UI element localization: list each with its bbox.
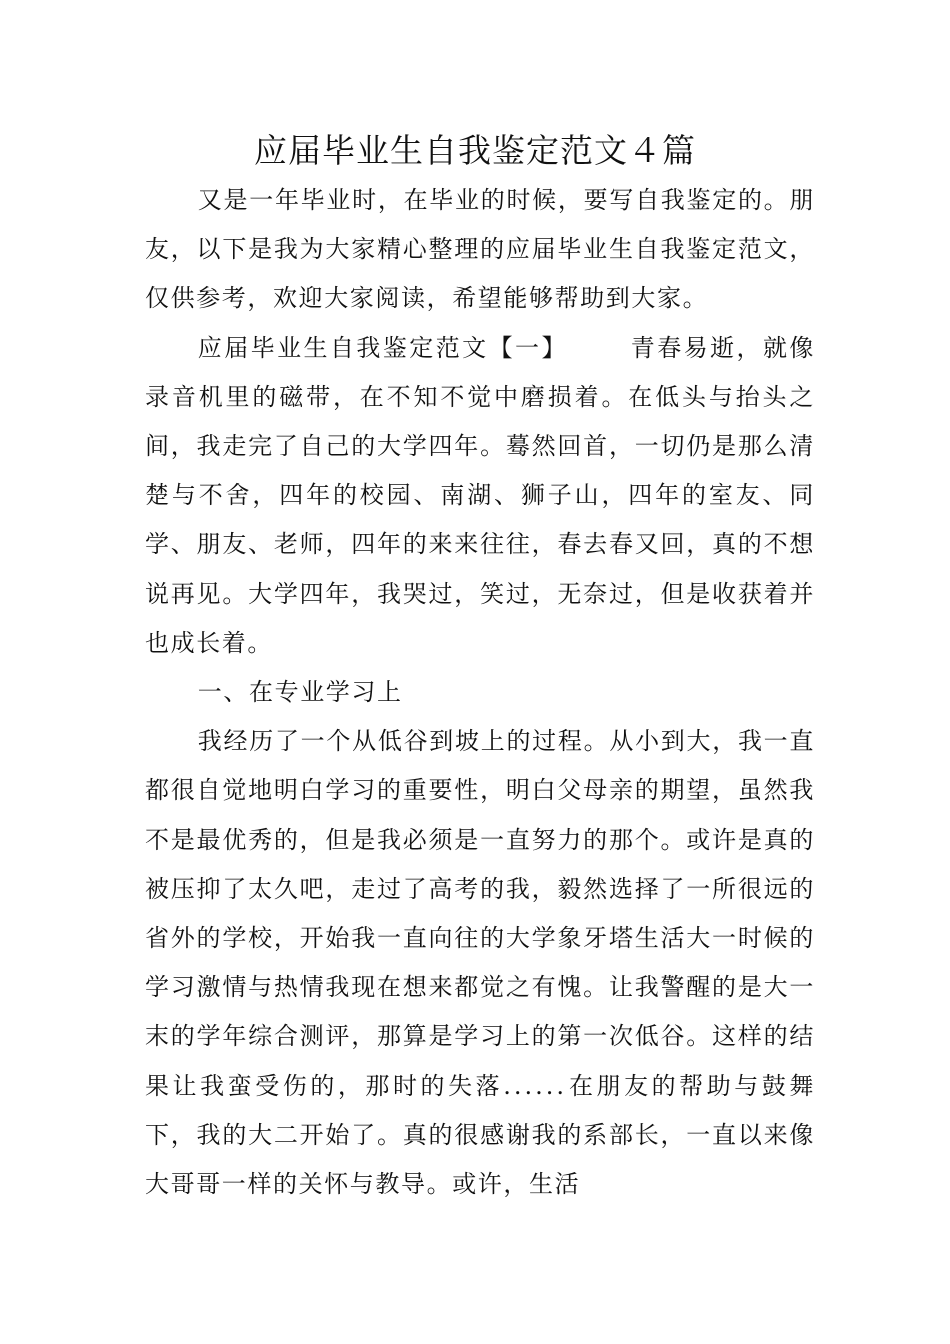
intro-paragraph: 又是一年毕业时，在毕业的时候，要写自我鉴定的。朋友，以下是我为大家精心整理的应届毕业生自我鉴定范文，仅供参考，欢迎大家阅读，希望能够帮助到大家。 <box>145 186 815 313</box>
study-text-part-1: 我经历了一个从低谷到坡上的过程。从小到大，我一直都很自觉地明白学习的重要性，明白父母亲的期望，虽然我不是最优秀的，但是我必须是一直努力的那个。或许是真的被压抑了太久吧，走过了高考的我，毅然选择了一所很远的省外的学校，开始我一直向往的大学象牙塔生活大一时候的学习激情与热情我现在想来都觉之有愧。让我警醒的是大一末的学年综合测评，那算是学习上的第一次低谷。这样的结果让我蛮受伤的，那时的失落 <box>145 727 815 1100</box>
ellipsis-text: ...... <box>503 1071 567 1100</box>
section-paragraph <box>145 324 815 668</box>
section-heading: 应届毕业生自我鉴定范文【一】 <box>197 333 568 362</box>
study-paragraph <box>145 717 815 1209</box>
subheading: 一、在专业学习上 <box>197 678 403 707</box>
section-intro-text: 青春易逝，就像录音机里的磁带，在不知不觉中磨损着。在低头与抬头之间，我走完了自己的大学四年。蓦然回首，一切仍是那么清楚与不舍，四年的校园、南湖、狮子山，四年的室友、同学、朋友、老师，四年的来来往往，春去春又回，真的不想说再见。大学四年，我哭过，笑过，无奈过，但是收获着并也成长着。 <box>145 333 816 657</box>
document-body <box>145 176 815 1209</box>
study-text-part-2: 在朋友的帮助与鼓舞下，我的大二开始了。真的很感谢我的系部长，一直以来像大哥哥一样的关怀与教导。或许，生活 <box>145 1071 815 1199</box>
document-title: 应届毕业生自我鉴定范文４篇 <box>254 131 696 170</box>
